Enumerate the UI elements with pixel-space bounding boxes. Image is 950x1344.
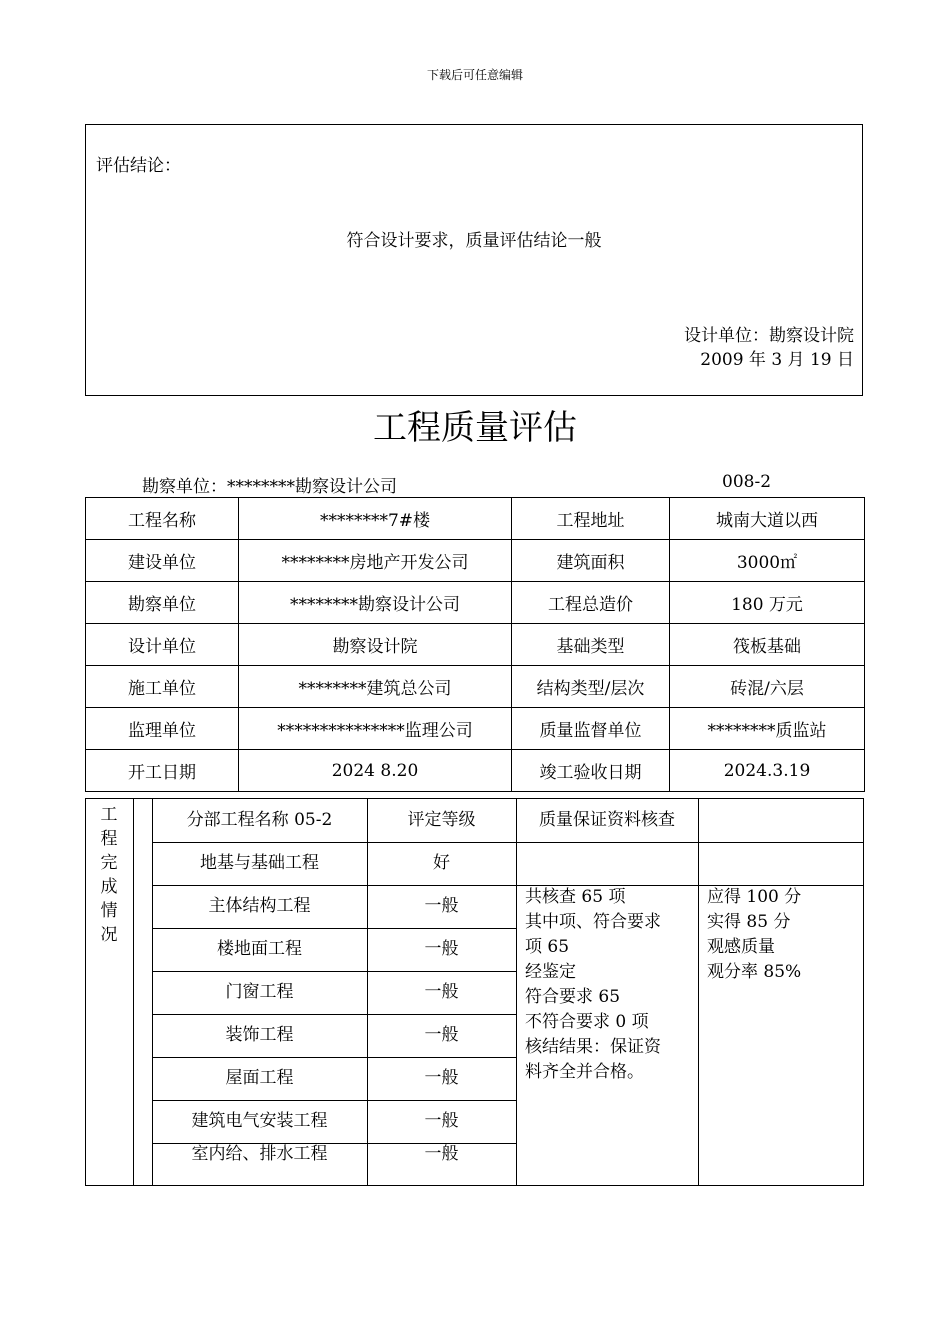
side-label-char: 程 bbox=[100, 829, 118, 849]
info-row bbox=[86, 750, 865, 792]
info-row bbox=[86, 540, 865, 582]
subproject-grade: 一般 bbox=[424, 896, 459, 916]
info-row bbox=[86, 624, 865, 666]
subproject-grade: 一般 bbox=[424, 1068, 459, 1088]
divider bbox=[133, 799, 134, 1185]
value-cell: 筏板基础 bbox=[670, 624, 865, 666]
evaluation-date: 2009 年 3 月 19 日 bbox=[700, 350, 854, 370]
value-cell: 3000㎡ bbox=[670, 540, 865, 582]
value-cell: ********7#楼 bbox=[239, 498, 512, 540]
value-cell: ********质监站 bbox=[670, 708, 865, 750]
value-cell: 180 万元 bbox=[670, 582, 865, 624]
divider bbox=[152, 928, 516, 929]
label-cell: 结构类型/层次 bbox=[512, 666, 670, 708]
subproject-name: 楼地面工程 bbox=[217, 939, 302, 959]
evaluation-box bbox=[85, 124, 863, 396]
quality-check-text: 共核查 65 项 其中项、符合要求 项 65 经鉴定 符合要求 65 不符合要求 0 项 核结结果：保证资 料齐全并合格。 bbox=[525, 887, 661, 1082]
subproject-grade: 一般 bbox=[424, 1111, 459, 1131]
divider bbox=[698, 799, 699, 1185]
evaluation-conclusion: 符合设计要求，质量评估结论一般 bbox=[346, 231, 602, 251]
value-cell: 2024 8.20 bbox=[239, 750, 512, 792]
score-text: 应得 100 分 实得 85 分 观感质量 观分率 85% bbox=[707, 887, 802, 982]
side-label-char: 完 bbox=[100, 853, 118, 873]
subproject-name: 屋面工程 bbox=[225, 1068, 294, 1088]
divider bbox=[152, 1014, 516, 1015]
completion-side-label bbox=[98, 803, 120, 947]
subproject-name: 地基与基础工程 bbox=[200, 853, 319, 873]
subproject-name: 门窗工程 bbox=[225, 982, 294, 1002]
value-cell: ***************监理公司 bbox=[239, 708, 512, 750]
value-cell: 勘察设计院 bbox=[239, 624, 512, 666]
header-note: 下载后可任意编辑 bbox=[426, 68, 523, 82]
page-title: 工程质量评估 bbox=[373, 408, 577, 448]
document-number: 008-2 bbox=[722, 472, 772, 492]
side-label-char: 工 bbox=[100, 805, 118, 825]
divider bbox=[152, 1100, 516, 1101]
side-label-char: 成 bbox=[100, 877, 118, 897]
label-cell: 设计单位 bbox=[86, 624, 239, 666]
info-row bbox=[86, 708, 865, 750]
label-cell: 监理单位 bbox=[86, 708, 239, 750]
label-cell: 工程名称 bbox=[86, 498, 239, 540]
subproject-name: 装饰工程 bbox=[225, 1025, 294, 1045]
subproject-grade: 好 bbox=[433, 853, 450, 873]
side-label-char: 况 bbox=[100, 925, 118, 945]
survey-unit-line: 勘察单位：********勘察设计公司 bbox=[142, 477, 397, 497]
subproject-grade: 一般 bbox=[424, 1025, 459, 1045]
project-info-table bbox=[85, 497, 865, 792]
label-cell: 建筑面积 bbox=[512, 540, 670, 582]
divider bbox=[152, 971, 516, 972]
design-unit: 设计单位：勘察设计院 bbox=[684, 326, 854, 346]
label-cell: 基础类型 bbox=[512, 624, 670, 666]
value-cell: 砖混/六层 bbox=[670, 666, 865, 708]
divider bbox=[516, 799, 517, 1185]
completion-table bbox=[85, 798, 864, 1186]
subproject-name: 主体结构工程 bbox=[208, 896, 311, 916]
value-cell: ********房地产开发公司 bbox=[239, 540, 512, 582]
label-cell: 工程地址 bbox=[512, 498, 670, 540]
info-row bbox=[86, 498, 865, 540]
evaluation-label: 评估结论： bbox=[96, 156, 181, 176]
label-cell: 工程总造价 bbox=[512, 582, 670, 624]
value-cell: 2024.3.19 bbox=[670, 750, 865, 792]
value-cell: ********建筑总公司 bbox=[239, 666, 512, 708]
divider bbox=[152, 1057, 516, 1058]
subproject-grade: 一般 bbox=[424, 1144, 459, 1164]
evaluation-signoff bbox=[684, 324, 854, 372]
header-quality-check: 质量保证资料核查 bbox=[539, 810, 675, 830]
label-cell: 施工单位 bbox=[86, 666, 239, 708]
side-label-char: 情 bbox=[100, 901, 118, 921]
divider bbox=[152, 842, 863, 843]
value-cell: ********勘察设计公司 bbox=[239, 582, 512, 624]
subproject-name: 室内给、排水工程 bbox=[191, 1144, 328, 1164]
label-cell: 开工日期 bbox=[86, 750, 239, 792]
label-cell: 建设单位 bbox=[86, 540, 239, 582]
info-row bbox=[86, 666, 865, 708]
header-grade: 评定等级 bbox=[407, 810, 476, 830]
subproject-grade: 一般 bbox=[424, 982, 459, 1002]
label-cell: 质量监督单位 bbox=[512, 708, 670, 750]
subproject-name: 建筑电气安装工程 bbox=[191, 1111, 328, 1131]
label-cell: 竣工验收日期 bbox=[512, 750, 670, 792]
value-cell: 城南大道以西 bbox=[670, 498, 865, 540]
info-row bbox=[86, 582, 865, 624]
header-subproject-name: 分部工程名称 05-2 bbox=[186, 810, 333, 830]
subproject-grade: 一般 bbox=[424, 939, 459, 959]
label-cell: 勘察单位 bbox=[86, 582, 239, 624]
